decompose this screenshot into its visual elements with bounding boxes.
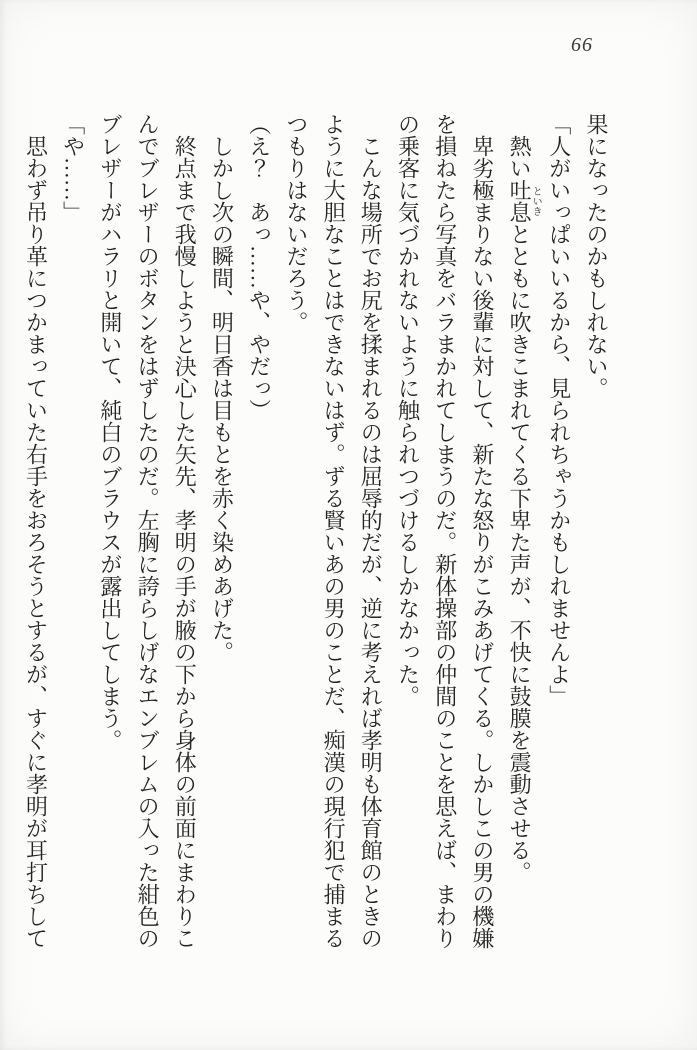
paragraph-next-moment: しかし次の瞬間、明日香は目もとを赤く染めあげた。 xyxy=(209,135,235,663)
paragraph-dialogue-2: 「や……」 xyxy=(60,113,86,223)
ruby-text-toiki: といき xyxy=(530,179,542,223)
paragraph-inner-voice: （え？ あっ……や、やだっ） xyxy=(246,113,272,421)
paragraph-breath xyxy=(501,113,541,954)
ruby-toiki xyxy=(507,179,542,223)
paragraph-anger: 卑劣極まりない後輩に対して、新たな怒りがこみあげてくる。しかしこの男の機嫌を損ねたら写真をバラまかれてしまうのだ。新体操部の仲間のことを思えば、まわりの乗客に気づかれないように触られつづけるしかなかった。 xyxy=(395,113,495,949)
paragraph-final: 思わず吊り革につかまっていた右手をおろそうとするが、すぐに孝明が耳打ちして xyxy=(23,135,49,949)
vertical-text-block xyxy=(17,113,615,954)
paragraph-breath-pre: 熱い xyxy=(507,135,533,179)
ruby-base-toiki: 吐息 xyxy=(507,179,533,223)
page-number: 66 xyxy=(571,34,593,56)
paragraph-continuation: 果になったのかもしれない。 xyxy=(584,113,609,399)
paragraph-dialogue-1: 「人がいっぱいいるから、見られちゃうかもしれませんよ」 xyxy=(546,113,572,707)
paragraph-reasoning: こんな場所でお尻を揉まれるのは屈辱的だが、逆に考えれば孝明も体育館のときのように大胆なことはできないはず。ずる賢いあの男のことだ、痴漢の現行犯で捕まるつもりはないだろう。 xyxy=(283,113,384,949)
paragraph-breath-post: とともに吹きこまれてくる下卑た声が、不快に鼓膜を震動させる。 xyxy=(507,223,533,883)
paragraph-blazer: 終点まで我慢しようと決心した矢先、孝明の手が腋の下から身体の前面にまわりこんでブレザーのボタンをはずしたのだ。左胸に誇らしげなエンブレムの入った紺色のブレザーがハラリと開いて、純白のブラウスが露出してしまう。 xyxy=(97,113,198,949)
